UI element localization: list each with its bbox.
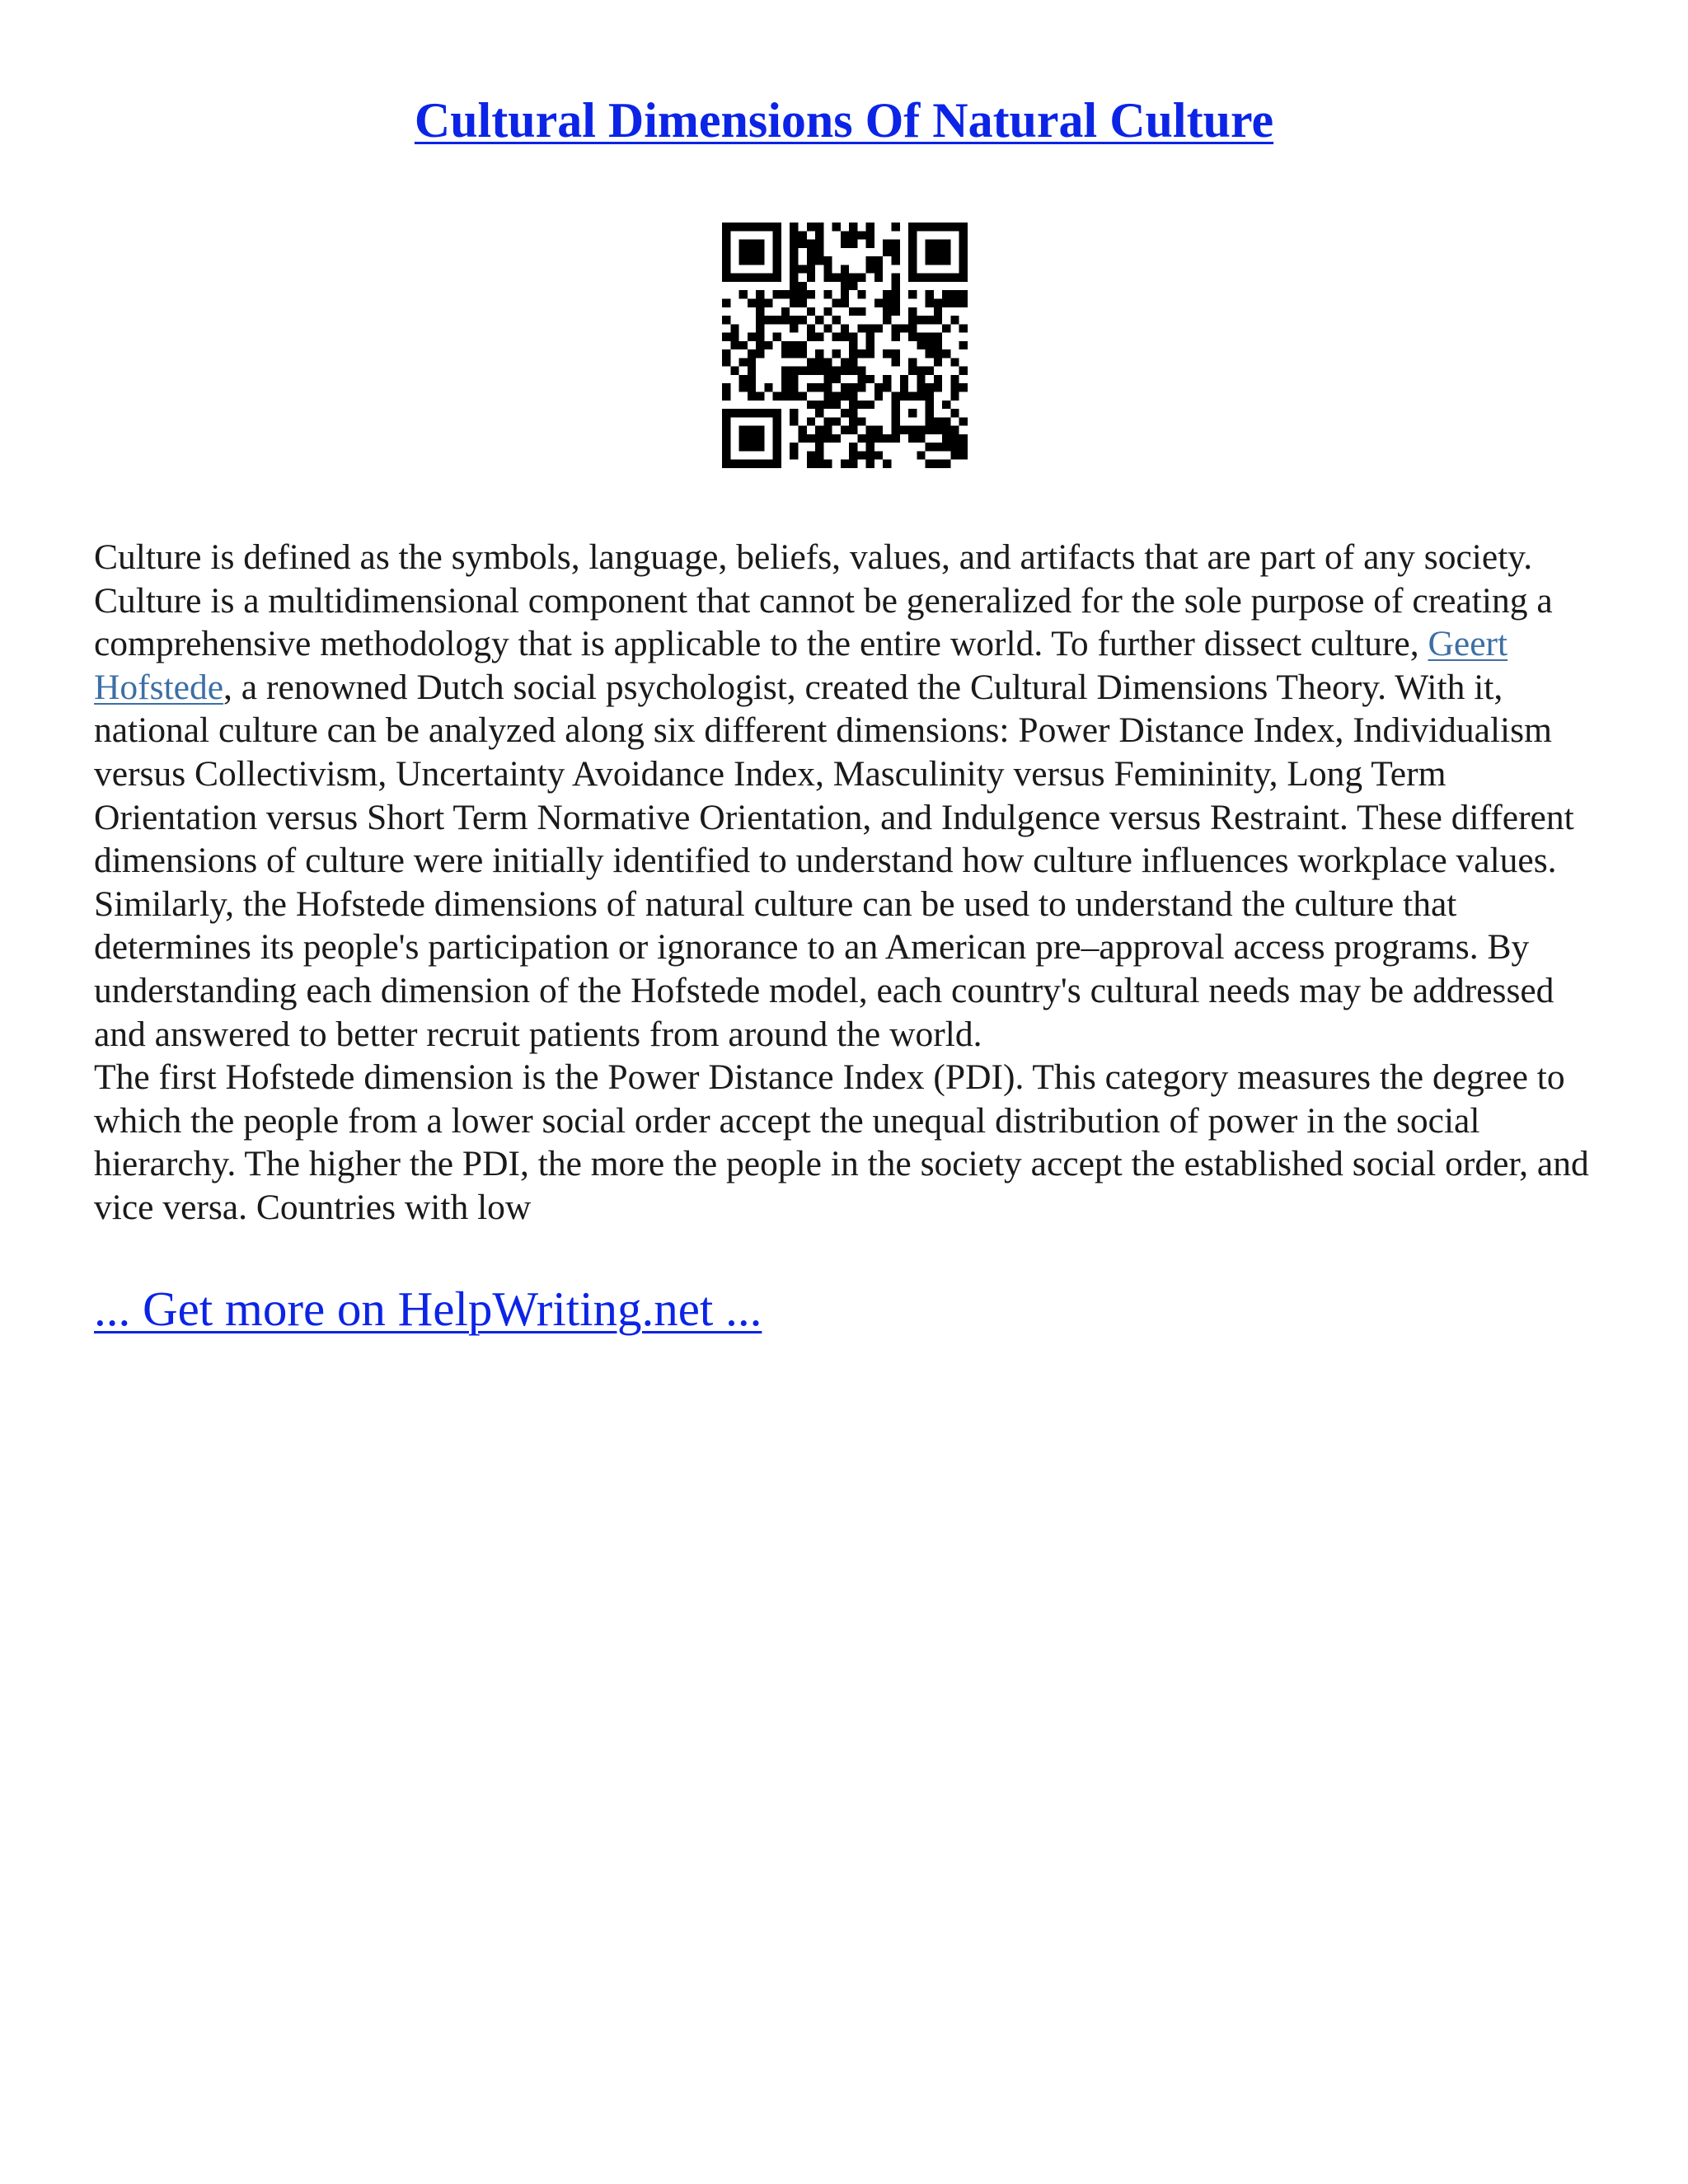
geert-hofstede-link[interactable]: Geert Hofstede xyxy=(94,624,1508,707)
get-more-link[interactable]: ... Get more on HelpWriting.net ... xyxy=(94,1282,762,1336)
qr-code-icon xyxy=(722,223,968,468)
title-link[interactable]: Cultural Dimensions Of Natural Culture xyxy=(414,93,1274,148)
paragraph-intro-text-start: Culture is defined as the symbols, language, beliefs, values, and artifacts that are part of any society. Culture is a multidimensional component that cannot be generalized for the sole purpose of creating a comprehensive methodology that is applicable to the entire world. To further dissect culture, xyxy=(94,537,1553,664)
paragraph-intro-text-end: , a renowned Dutch social psychologist, created the Cultural Dimensions Theory. With it, national culture can be analyzed along six different dimensions: Power Distance Index, Individualism versus Collectivism, Uncertainty Avoidance Index, Masculinity versus Femininity, Long Term Orientation versus Short Term Normative Orientation, and Indulgence versus Restraint. These different dimensions of culture were initially identified to understand how culture influences workplace values. Similarly, the Hofstede dimensions of natural culture can be used to understand the culture that determines its people's participation or ignorance to an American pre–approval access programs. By understanding each dimension of the Hofstede model, each country's cultural needs may be addressed and answered to better recruit patients from around the world. xyxy=(94,667,1574,1054)
page-title xyxy=(0,89,1688,152)
paragraph-intro xyxy=(94,536,1602,1056)
get-more-section xyxy=(94,1279,762,1338)
article-body xyxy=(94,536,1602,1230)
paragraph-pdi: The first Hofstede dimension is the Power Distance Index (PDI). This category measures the degree to which the people from a lower social order accept the unequal distribution of power in the social hierarchy. The higher the PDI, the more the people in the society accept the established social order, and vice versa. Countries with low xyxy=(94,1057,1589,1227)
